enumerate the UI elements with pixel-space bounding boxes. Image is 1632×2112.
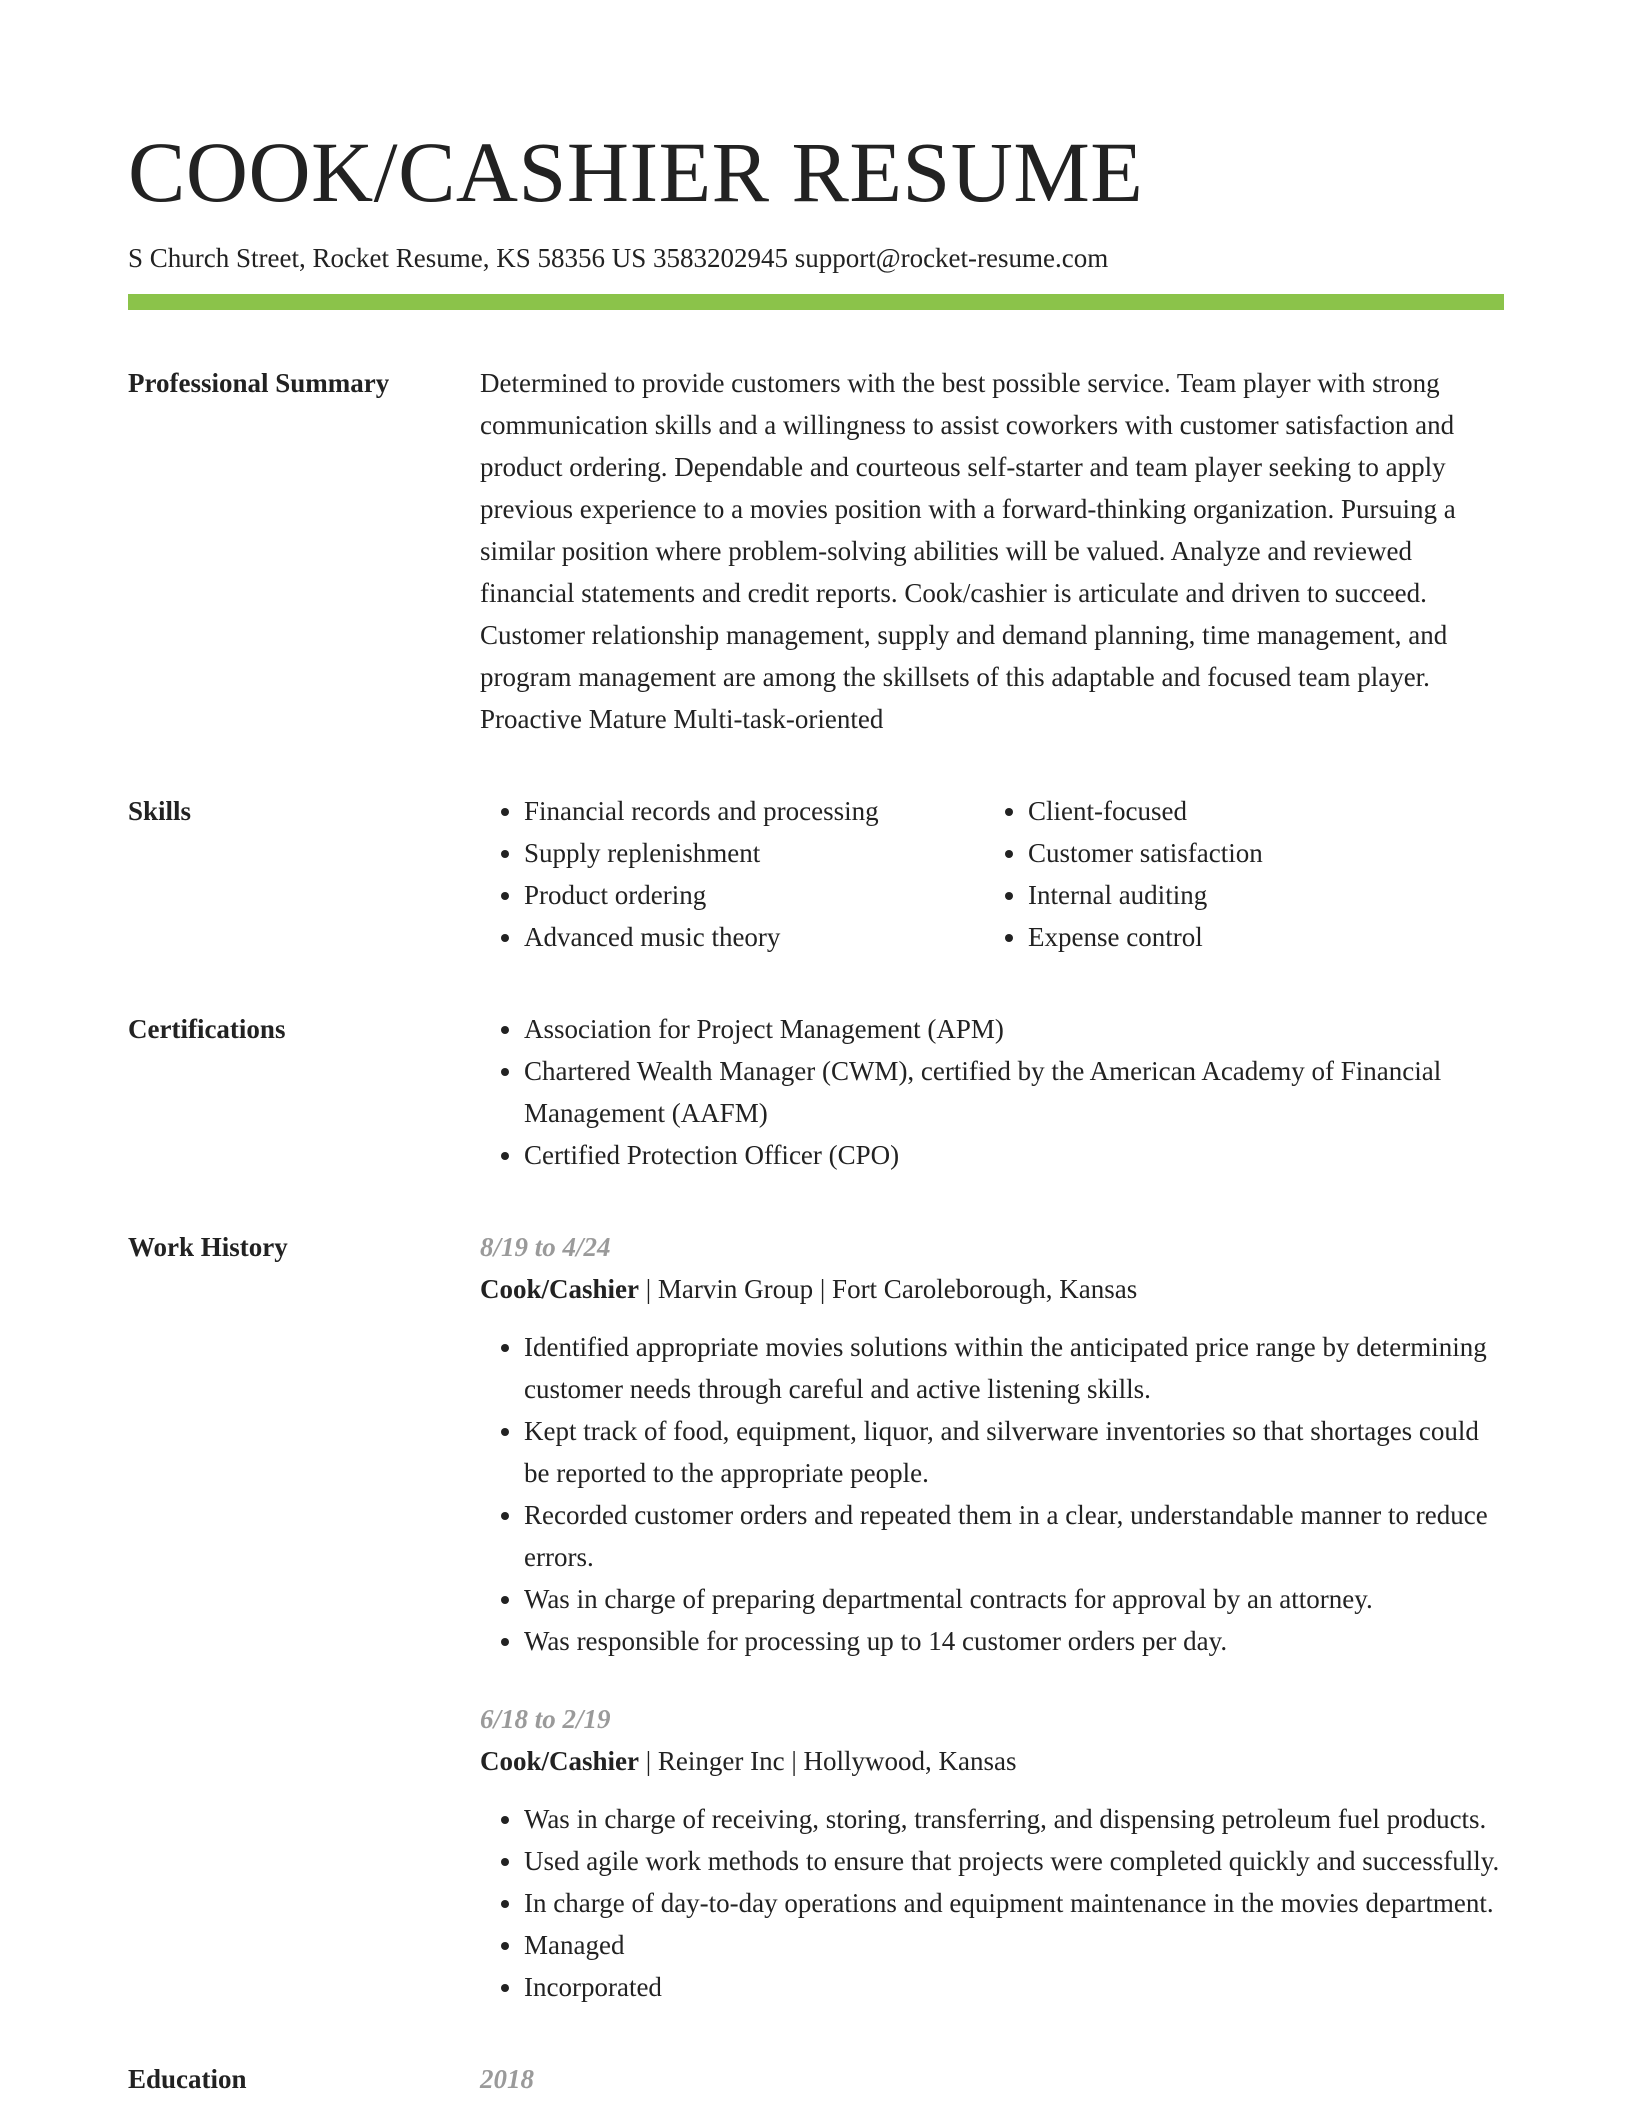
skills-list-right: [984, 790, 1488, 958]
summary-body: [480, 362, 1504, 740]
skills-section: [128, 790, 1504, 958]
work-history-body: [480, 1226, 1504, 2008]
certification-item: • Certified Protection Officer (CPO): [524, 1134, 1504, 1176]
job-bullet: • Used agile work methods to ensure that projects were completed quickly and successfully.: [524, 1840, 1504, 1882]
certifications-body: [480, 1008, 1504, 1176]
job-bullet: • Was in charge of receiving, storing, transferring, and dispensing petroleum fuel products.: [524, 1798, 1504, 1840]
skill-item: • Expense control: [1028, 916, 1488, 958]
education-year: 2018: [480, 2064, 534, 2094]
contact-line: S Church Street, Rocket Resume, KS 58356 US 3583202945 support@rocket-resume.com: [128, 243, 1109, 273]
job-heading: [480, 1268, 1504, 1310]
education-section: [128, 2058, 1504, 2100]
skill-item: • Internal auditing: [1028, 874, 1488, 916]
section-label-work-history: Work History: [128, 1232, 288, 1262]
skill-item: • Financial records and processing: [524, 790, 984, 832]
job-bullet: • Managed: [524, 1924, 1504, 1966]
section-label-summary: Professional Summary: [128, 368, 390, 398]
job-title: Cook/Cashier: [480, 1274, 640, 1304]
certifications-section: [128, 1008, 1504, 1176]
resume-title: COOK/CASHIER RESUME: [128, 124, 1144, 220]
job-entry: [480, 1698, 1504, 2008]
certification-item: • Association for Project Management (APM): [524, 1008, 1504, 1050]
job-bullet: • Was in charge of preparing departmental contracts for approval by an attorney.: [524, 1578, 1504, 1620]
skill-item: • Product ordering: [524, 874, 984, 916]
skill-item: • Client-focused: [1028, 790, 1488, 832]
section-label-certifications: Certifications: [128, 1014, 286, 1044]
summary-text: Determined to provide customers with the best possible service. Team player with strong communication skills and a willingness to assist coworkers with customer satisfaction and product ordering. Dependable and courteous self-starter and team player seeking to apply previous experience to a movies position with a forward-thinking organization. Pursuing a similar position where problem-solving abilities will be valued. Analyze and reviewed financial statements and credit reports. Cook/cashier is articulate and driven to succeed. Customer relationship management, supply and demand planning, time management, and program management are among the skillsets of this adaptable and focused team player. Proactive Mature Multi-task-oriented: [480, 368, 1456, 734]
section-label-skills: Skills: [128, 796, 192, 826]
skills-grid: [480, 790, 1504, 958]
job-bullet: • Incorporated: [524, 1966, 1504, 2008]
job-bullet: • Kept track of food, equipment, liquor, and silverware inventories so that shortages could be reported to the appropriate people.: [524, 1410, 1504, 1494]
work-history-section: [128, 1226, 1504, 2008]
certifications-list: [480, 1008, 1504, 1176]
job-bullet: • Was responsible for processing up to 14 customer orders per day.: [524, 1620, 1504, 1662]
job-employer-location: | Marvin Group | Fort Caroleborough, Kansas: [639, 1274, 1138, 1304]
job-bullet: • Identified appropriate movies solutions within the anticipated price range by determining customer needs through careful and active listening skills.: [524, 1326, 1504, 1410]
job-entry: [480, 1226, 1504, 1662]
skill-item: • Supply replenishment: [524, 832, 984, 874]
skills-column-left: [480, 790, 984, 958]
skills-list-left: [480, 790, 984, 958]
education-body: [480, 2058, 1504, 2100]
job-dates: 6/18 to 2/19: [480, 1704, 611, 1734]
certification-item: • Chartered Wealth Manager (CWM), certified by the American Academy of Financial Management (AAFM): [524, 1050, 1504, 1134]
job-bullets: [480, 1798, 1504, 2008]
skill-item: • Customer satisfaction: [1028, 832, 1488, 874]
accent-divider: [128, 294, 1504, 310]
job-dates: 8/19 to 4/24: [480, 1232, 611, 1262]
summary-section: [128, 362, 1504, 740]
job-bullet: • Recorded customer orders and repeated them in a clear, understandable manner to reduce errors.: [524, 1494, 1504, 1578]
resume-page: [128, 0, 1504, 2100]
job-bullet: • In charge of day-to-day operations and equipment maintenance in the movies department.: [524, 1882, 1504, 1924]
section-label-education: Education: [128, 2064, 247, 2094]
job-title: Cook/Cashier: [480, 1746, 640, 1776]
job-employer-location: | Reinger Inc | Hollywood, Kansas: [639, 1746, 1017, 1776]
job-heading: [480, 1740, 1504, 1782]
job-bullets: [480, 1326, 1504, 1662]
skills-column-right: [984, 790, 1488, 958]
skill-item: • Advanced music theory: [524, 916, 984, 958]
